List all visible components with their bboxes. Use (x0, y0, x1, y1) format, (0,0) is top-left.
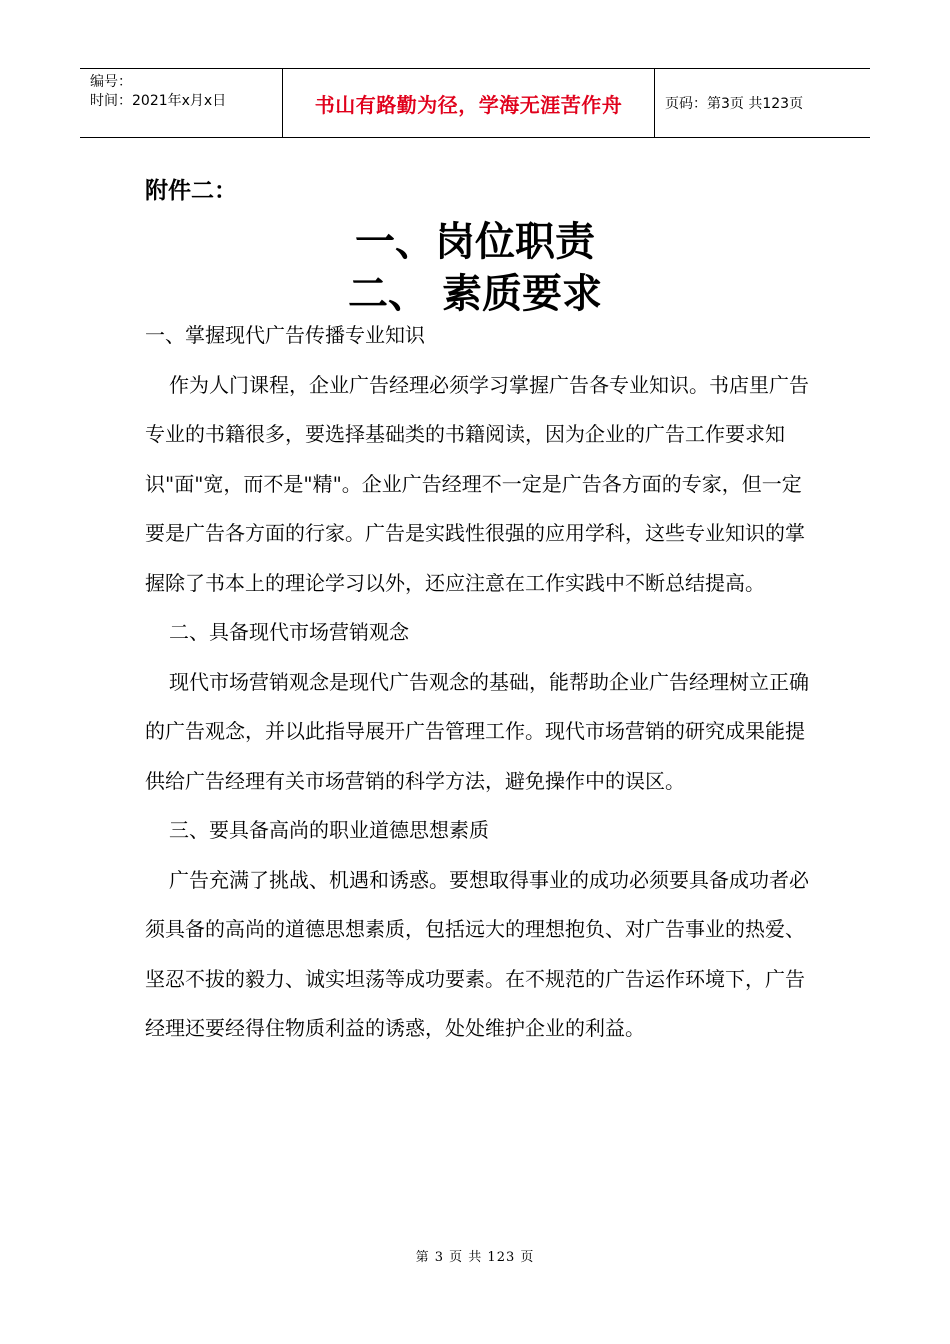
section-title-1: 一、岗位职责 (355, 219, 595, 265)
serial-label: 编号： (90, 74, 132, 90)
section-title-2: 二、 素质要求 (348, 271, 602, 317)
header-motto: 书山有路勤为径，学海无涯苦作舟 (282, 69, 655, 137)
heading-1: 一、掌握现代广告传播专业知识 (145, 323, 425, 347)
page-footer: 第 3 页 共 123 页 (415, 1250, 535, 1265)
time-label: 时间：2021年x月x日 (90, 93, 227, 109)
header-meta (80, 69, 282, 137)
paragraph-2: 现代市场营销观念是现代广告观念的基础，能帮助企业广告经理树立正确的广告观念，并以此指导展开广告管理工作。现代市场营销的研究成果能提供给广告经理有关市场营销的科学方法，避免操作中的误区。 (145, 669, 809, 793)
page-header (80, 68, 870, 138)
paragraph-1: 作为人门课程，企业广告经理必须学习掌握广告各专业知识。书店里广告专业的书籍很多，要选择基础类的书籍阅读，因为企业的广告工作要求知识"面"宽，而不是"精"。企业广告经理不一定是广告各方面的专家，但一定要是广告各方面的行家。广告是实践性很强的应用学科，这些专业知识的掌握除了书本上的理论学习以外，还应注意在工作实践中不断总结提高。 (145, 372, 809, 595)
paragraph-3: 广告充满了挑战、机遇和诱惑。要想取得事业的成功必须要具备成功者必须具备的高尚的道德思想素质，包括远大的理想抱负、对广告事业的热爱、坚忍不拔的毅力、诚实坦荡等成功要素。在不规范的广告运作环境下，广告经理还要经得住物质利益的诱惑，处处维护企业的利益。 (145, 867, 809, 1040)
heading-3: 三、要具备高尚的职业道德思想素质 (169, 818, 489, 842)
heading-2: 二、具备现代市场营销观念 (169, 620, 409, 644)
header-page-info: 页码：第3页 共123页 (665, 96, 804, 112)
document-body (145, 311, 810, 1054)
annex-label: 附件二： (145, 178, 237, 204)
